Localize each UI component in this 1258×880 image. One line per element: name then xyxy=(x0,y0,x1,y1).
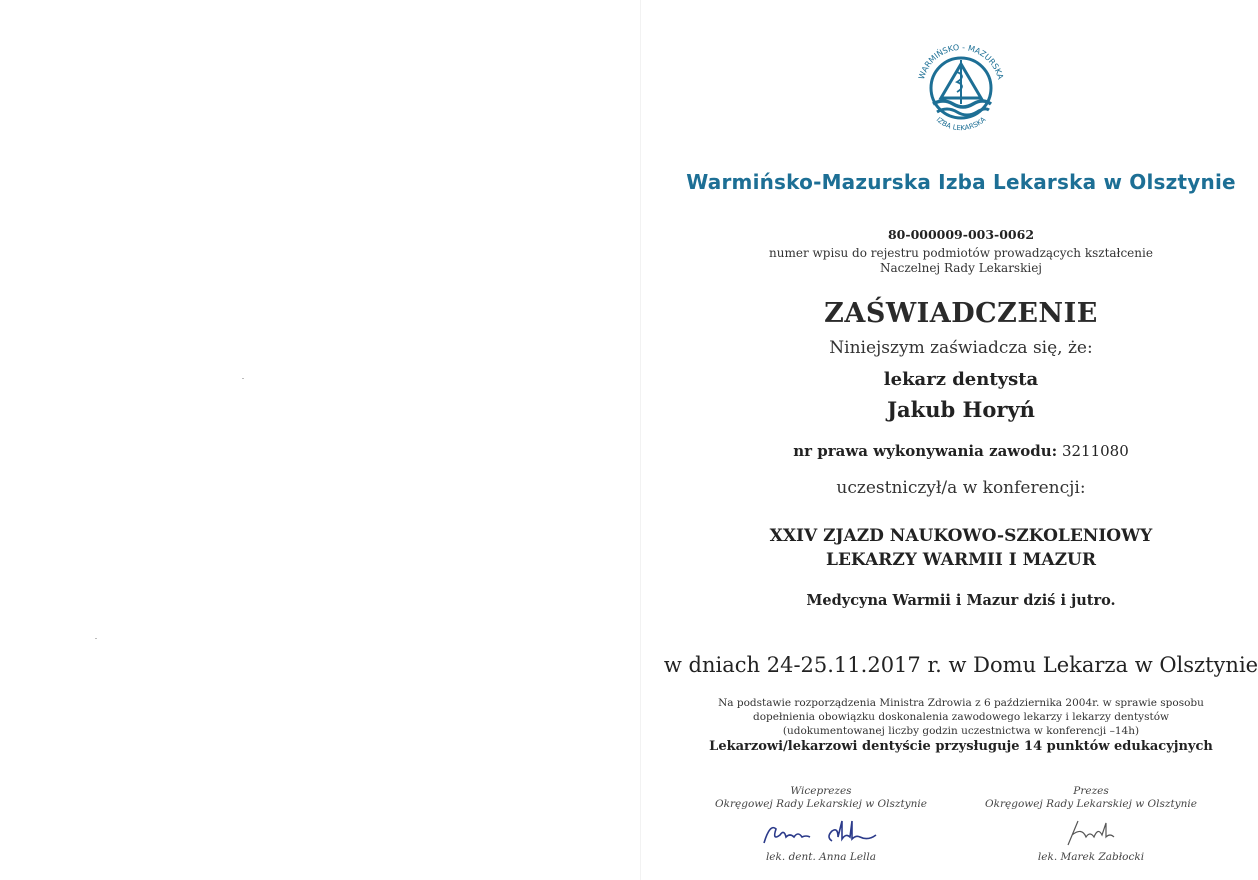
signatory-body: Okręgowej Rady Lekarskiej w Olsztynie xyxy=(715,798,927,810)
registry-description xyxy=(641,246,1258,276)
profession: lekarz dentysta xyxy=(883,369,1039,390)
chamber-logo-icon xyxy=(909,30,1013,142)
certificate-page xyxy=(641,0,1258,880)
participation-text: uczestniczył/a w konferencji: xyxy=(836,478,1086,498)
logo-top-text: WARMIŃSKO - MAZURSKA xyxy=(917,42,1005,81)
signatory-body: Okręgowej Rady Lekarskiej w Olsztynie xyxy=(985,798,1197,810)
registry-description-line: numer wpisu do rejestru podmiotów prowadzących kształcenie xyxy=(769,246,1153,260)
legal-line: dopełnienia obowiązku doskonalenia zawodowego lekarzy i lekarzy dentystów xyxy=(752,711,1170,723)
conference-name-line: LEKARZY WARMII I MAZUR xyxy=(826,550,1096,570)
dates-and-place: w dniach 24-25.11.2017 r. w Domu Lekarza w Olsztynie xyxy=(663,653,1258,677)
registry-number: 80-000009-003-0062 xyxy=(887,227,1035,242)
license-label: nr prawa wykonywania zawodu: xyxy=(793,442,1058,460)
registry-description-line: Naczelnej Rady Lekarskiej xyxy=(879,261,1043,275)
person-name: Jakub Horyń xyxy=(887,397,1035,422)
conference-name xyxy=(641,524,1258,572)
organization-title: Warmińsko-Mazurska Izba Lekarska w Olsztynie xyxy=(686,170,1236,194)
signatory-role: Wiceprezes xyxy=(790,785,852,797)
signatory-name: lek. dent. Anna Lella xyxy=(765,851,877,863)
conference-subtitle: Medycyna Warmii i Mazur dziś i jutro. xyxy=(806,592,1116,609)
legal-basis xyxy=(641,696,1258,738)
handwritten-signature-icon xyxy=(1016,815,1166,849)
conference-name-line: XXIV ZJAZD NAUKOWO-SZKOLENIOWY xyxy=(769,526,1153,546)
scan-speck xyxy=(242,378,244,379)
scan-speck xyxy=(95,638,97,639)
vice-president-signature-block xyxy=(691,785,951,864)
license-number: 3211080 xyxy=(1061,442,1129,460)
logo-bottom-text: IZBA LEKARSKA xyxy=(934,115,988,133)
signatory-role: Prezes xyxy=(1073,785,1109,797)
legal-line: Na podstawie rozporządzenia Ministra Zdrowia z 6 października 2004r. w sprawie sposobu xyxy=(718,697,1204,709)
handwritten-signature-icon xyxy=(746,815,896,849)
document-title: ZAŚWIADCZENIE xyxy=(824,298,1098,329)
legal-line: (udokumentowanej liczby godzin uczestnictwa w konferencji –14h) xyxy=(782,725,1140,737)
license-line xyxy=(641,442,1258,460)
president-signature-block xyxy=(961,785,1221,864)
signatory-name: lek. Marek Zabłocki xyxy=(1037,851,1145,863)
certificate-intro: Niniejszym zaświadcza się, że: xyxy=(829,338,1093,358)
education-points: Lekarzowi/lekarzowi dentyście przysługuje 14 punktów edukacyjnych xyxy=(709,739,1213,754)
